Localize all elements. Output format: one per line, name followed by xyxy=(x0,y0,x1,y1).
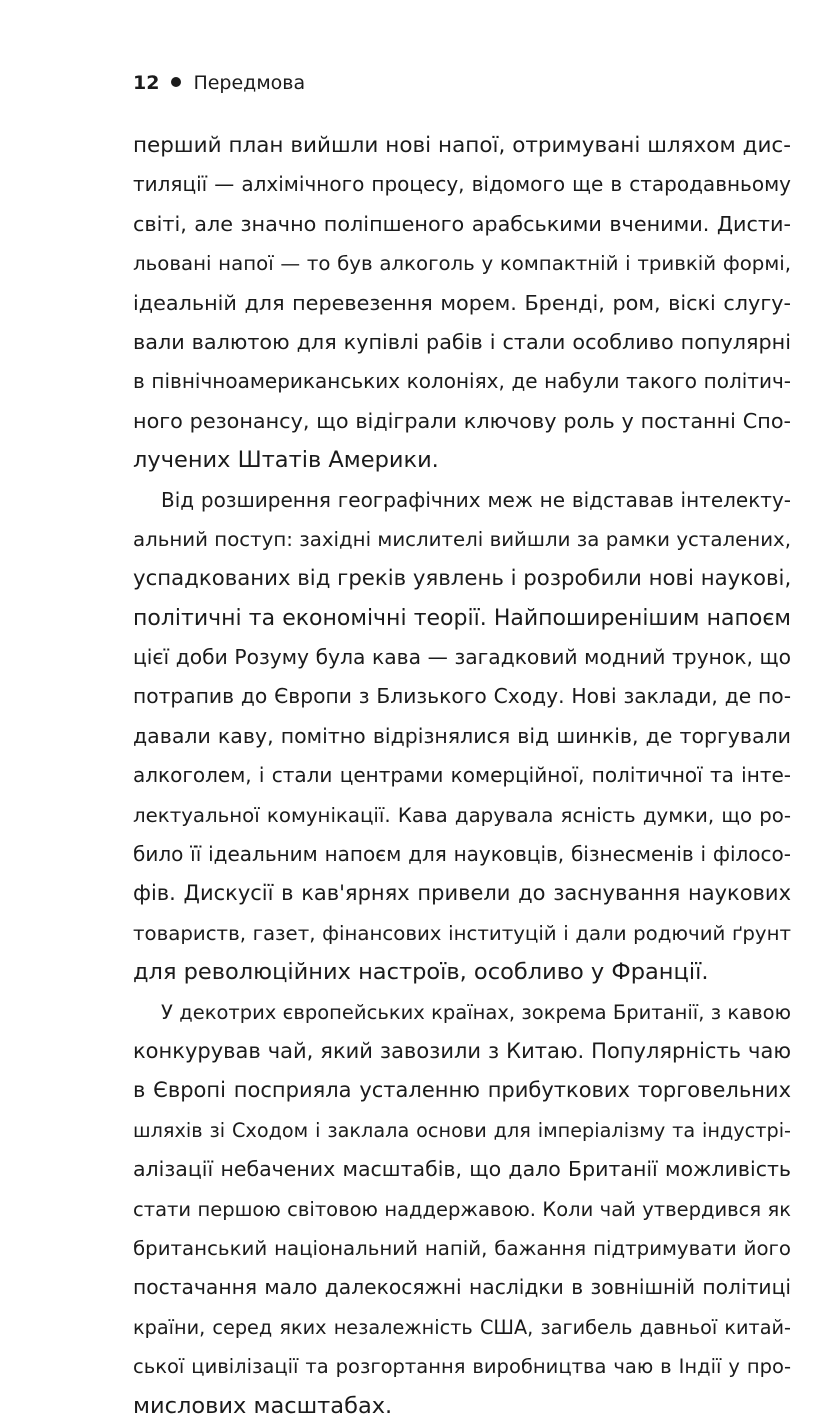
text-line: конкурував чай, який завозили з Китаю. Популярність чаю xyxy=(133,1038,791,1063)
text-line: мислових масштабах. xyxy=(133,1392,393,1419)
text-line: успадкованих від греків уявлень і розробили нові наукові, xyxy=(133,566,792,592)
text-line: світі, але значно поліпшеного арабськими вченими. Дисти- xyxy=(133,211,791,236)
text-line: фів. Дискусії в кав'ярнях привели до заснування наукових xyxy=(133,881,791,906)
text-line: стати першою світовою наддержавою. Коли чай утвердився як xyxy=(133,1197,791,1221)
text-line: політичні та економічні теорії. Найпоширенішим напоєм xyxy=(133,605,791,631)
text-line: лучених Штатів Америки. xyxy=(133,447,439,474)
text-line: Від розширення географічних меж не відставав інтелекту- xyxy=(161,487,791,512)
text-line: ської цивілізації та розгортання виробництва чаю в Індії у про- xyxy=(133,1355,791,1379)
text-line: товариств, газет, фінансових інституцій і дали родючий ґрунт xyxy=(133,921,791,945)
text-line: цієї доби Розуму була кава — загадковий модний трунок, що xyxy=(133,645,791,670)
bullet-icon xyxy=(171,77,181,87)
text-line: постачання мало далекосяжні наслідки в зовнішній політиці xyxy=(133,1275,791,1300)
text-line: в північноамериканських колоніях, де набули такого політич- xyxy=(133,369,791,394)
page-number: 12 xyxy=(133,72,160,94)
text-line: било її ідеальним напоєм для науковців, бізнесменів і філосо- xyxy=(133,842,791,867)
running-head xyxy=(133,68,305,98)
text-line: алізації небачених масштабів, що дало Британії можливість xyxy=(133,1157,791,1182)
text-line: для революційних настроїв, особливо у Франції. xyxy=(133,959,709,986)
text-line: ного резонансу, що відіграли ключову роль у постанні Спо- xyxy=(133,408,791,433)
text-line: британський національний напій, бажання підтримувати його xyxy=(133,1236,791,1260)
text-line: шляхів зі Сходом і заклала основи для імперіалізму та індустрі- xyxy=(133,1118,791,1142)
text-line: тиляції — алхімічного процесу, відомого ще в стародавньому xyxy=(133,172,791,197)
text-line: перший план вийшли нові напої, отримувані шляхом дис- xyxy=(133,133,791,158)
text-line: алкоголем, і стали центрами комерційної, політичної та інте- xyxy=(133,763,791,788)
section-title: Передмова xyxy=(193,72,306,94)
text-line: давали каву, помітно відрізнялися від шинків, де торгували xyxy=(133,723,791,748)
text-line: вали валютою для купівлі рабів і стали особливо популярні xyxy=(133,329,791,354)
text-line: лектуальної комунікації. Кава дарувала ясність думки, що ро- xyxy=(133,803,791,827)
text-line: альний поступ: західні мислителі вийшли за рамки усталених, xyxy=(133,527,791,551)
body-text xyxy=(133,126,791,1426)
text-line: У декотрих європейських країнах, зокрема Британії, з кавою xyxy=(161,1000,791,1024)
text-line: країни, серед яких незалежність США, загибель давньої китай- xyxy=(133,1315,791,1339)
text-line: потрапив до Європи з Близького Сходу. Нові заклади, де по- xyxy=(133,684,791,709)
text-line: в Європі посприяла усталенню прибуткових торговельних xyxy=(133,1078,791,1103)
text-line: ідеальній для перевезення морем. Бренді, ром, віскі слугу- xyxy=(133,290,791,315)
text-line: льовані напої — то був алкоголь у компактній і тривкій формі, xyxy=(133,252,791,276)
